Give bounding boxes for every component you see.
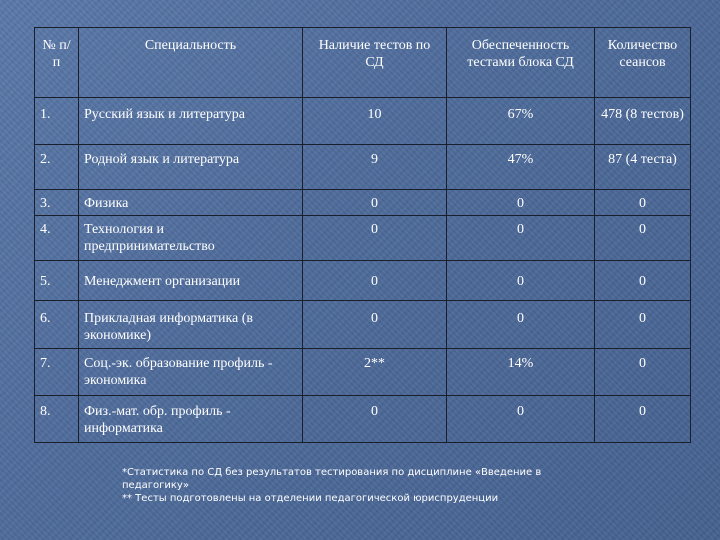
header-coverage: Обеспеченность тестами блока СД — [447, 28, 595, 98]
footnote-statistics: *Статистика по СД без результатов тестирования по дисциплине «Введение в педагогику» — [122, 467, 542, 491]
row-sessions: 0 — [595, 396, 691, 443]
footnote-tests: ** Тесты подготовлены на отделении педагогической юриспруденции — [122, 493, 499, 504]
row-coverage: 0 — [447, 301, 595, 349]
row-tests: 9 — [303, 145, 447, 190]
row-coverage: 0 — [447, 396, 595, 443]
row-coverage: 0 — [447, 190, 595, 216]
row-number: 3. — [35, 190, 79, 216]
statistics-table — [34, 27, 691, 443]
row-coverage: 0 — [447, 216, 595, 261]
row-sessions: 0 — [595, 349, 691, 396]
row-number: 7. — [35, 349, 79, 396]
row-coverage: 0 — [447, 261, 595, 301]
row-specialty: Соц.-эк. образование профиль - экономика — [79, 349, 303, 396]
header-sessions: Количество сеансов — [595, 28, 691, 98]
row-specialty: Физ.-мат. обр. профиль - информатика — [79, 396, 303, 443]
row-specialty: Родной язык и литература — [79, 145, 303, 190]
table-row — [35, 261, 691, 301]
row-tests: 0 — [303, 301, 447, 349]
row-number: 2. — [35, 145, 79, 190]
row-specialty: Технология и предпринимательство — [79, 216, 303, 261]
table-header-row — [35, 28, 691, 98]
row-specialty: Физика — [79, 190, 303, 216]
row-tests: 0 — [303, 216, 447, 261]
row-sessions: 0 — [595, 301, 691, 349]
table-row — [35, 98, 691, 145]
footnotes — [122, 466, 582, 505]
row-specialty: Прикладная информатика (в экономике) — [79, 301, 303, 349]
row-sessions: 0 — [595, 261, 691, 301]
table-row — [35, 145, 691, 190]
row-number: 4. — [35, 216, 79, 261]
table-row — [35, 216, 691, 261]
row-coverage: 67% — [447, 98, 595, 145]
row-number: 8. — [35, 396, 79, 443]
row-sessions: 87 (4 теста) — [595, 145, 691, 190]
table-row — [35, 349, 691, 396]
row-sessions: 0 — [595, 216, 691, 261]
row-number: 6. — [35, 301, 79, 349]
row-coverage: 14% — [447, 349, 595, 396]
row-number: 1. — [35, 98, 79, 145]
header-number: № п/п — [35, 28, 79, 98]
row-tests: 0 — [303, 190, 447, 216]
header-tests: Наличие тестов по СД — [303, 28, 447, 98]
row-sessions: 478 (8 тестов) — [595, 98, 691, 145]
row-coverage: 47% — [447, 145, 595, 190]
table-row — [35, 301, 691, 349]
row-specialty: Менеджмент организации — [79, 261, 303, 301]
header-specialty: Специальность — [79, 28, 303, 98]
row-tests: 10 — [303, 98, 447, 145]
row-tests: 2** — [303, 349, 447, 396]
table-row — [35, 396, 691, 443]
row-number: 5. — [35, 261, 79, 301]
row-tests: 0 — [303, 396, 447, 443]
row-specialty: Русский язык и литература — [79, 98, 303, 145]
table-row — [35, 190, 691, 216]
row-tests: 0 — [303, 261, 447, 301]
row-sessions: 0 — [595, 190, 691, 216]
